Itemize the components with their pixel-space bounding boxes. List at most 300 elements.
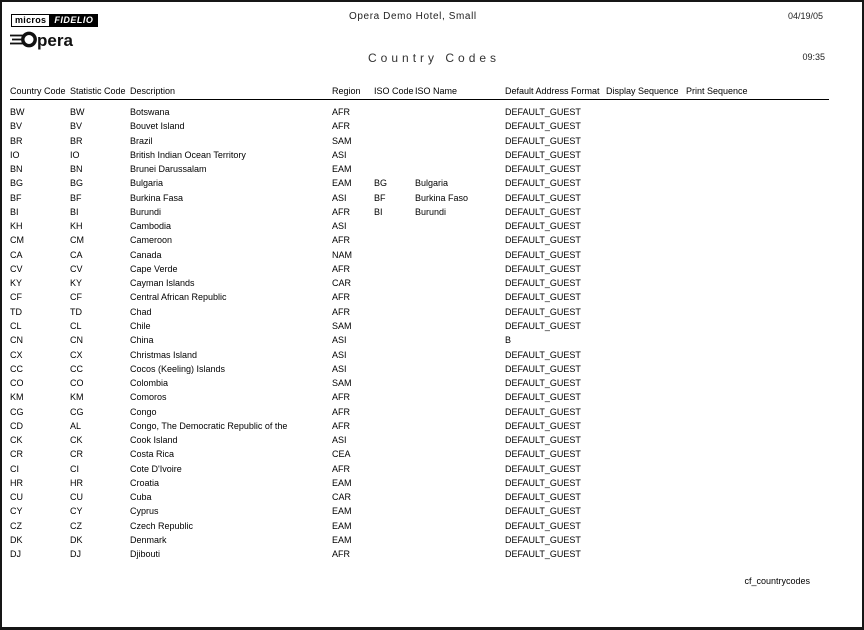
cell-display_sequence	[606, 504, 686, 518]
cell-region: AFR	[332, 306, 350, 317]
cell-print_sequence	[686, 119, 829, 133]
table-row	[10, 362, 829, 376]
table-row	[10, 348, 829, 362]
table-row	[10, 376, 829, 390]
cell-iso_code: BG	[374, 178, 388, 189]
cell-iso_name	[415, 462, 505, 476]
column-header-iso_name: ISO Name	[415, 86, 458, 96]
cell-default_address_format: DEFAULT_GUEST	[505, 349, 581, 360]
cell-print_sequence	[686, 205, 829, 219]
cell-print_sequence	[686, 376, 829, 390]
cell-iso_code	[374, 348, 415, 362]
cell-print_sequence	[686, 333, 829, 347]
cell-region: NAM	[332, 249, 352, 260]
cell-statistic_code: KY	[70, 278, 83, 289]
cell-iso_name	[415, 433, 505, 447]
cell-display_sequence	[606, 290, 686, 304]
table-row	[10, 305, 829, 319]
cell-display_sequence	[606, 519, 686, 533]
cell-statistic_code: BG	[70, 178, 84, 189]
cell-iso_name	[415, 390, 505, 404]
cell-statistic_code: DK	[70, 534, 83, 545]
opera-logo	[10, 29, 90, 53]
cell-iso_code: BF	[374, 192, 386, 203]
cell-default_address_format: DEFAULT_GUEST	[505, 121, 581, 132]
cell-region: AFR	[332, 392, 350, 403]
cell-iso_code	[374, 490, 415, 504]
cell-print_sequence	[686, 490, 829, 504]
cell-description: Denmark	[130, 534, 167, 545]
cell-print_sequence	[686, 348, 829, 362]
cell-statistic_code: CU	[70, 492, 83, 503]
cell-iso_name	[415, 333, 505, 347]
cell-country_code: CG	[10, 406, 24, 417]
table-body	[10, 100, 829, 562]
cell-default_address_format: DEFAULT_GUEST	[505, 549, 581, 560]
cell-statistic_code: BW	[70, 107, 85, 117]
cell-region: AFR	[332, 292, 350, 303]
cell-description: Cayman Islands	[130, 278, 195, 289]
cell-iso_name	[415, 348, 505, 362]
cell-iso_code	[374, 362, 415, 376]
cell-display_sequence	[606, 134, 686, 148]
cell-description: Costa Rica	[130, 449, 175, 460]
cell-description: Cape Verde	[130, 263, 178, 274]
cell-statistic_code: CK	[70, 435, 83, 446]
cell-print_sequence	[686, 547, 829, 561]
cell-country_code: CO	[10, 378, 24, 389]
cell-country_code: BR	[10, 135, 23, 146]
cell-default_address_format: DEFAULT_GUEST	[505, 249, 581, 260]
table-row	[10, 390, 829, 404]
cell-iso_code	[374, 134, 415, 148]
table-row	[10, 476, 829, 490]
cell-statistic_code: CG	[70, 406, 84, 417]
cell-iso_code	[374, 233, 415, 247]
cell-description: Central African Republic	[130, 292, 227, 303]
cell-region: AFR	[332, 206, 350, 217]
cell-description: Czech Republic	[130, 520, 194, 531]
table-row	[10, 219, 829, 233]
cell-description: Chad	[130, 306, 152, 317]
cell-statistic_code: CY	[70, 506, 83, 517]
cell-default_address_format: DEFAULT_GUEST	[505, 263, 581, 274]
cell-statistic_code: CA	[70, 249, 83, 260]
cell-default_address_format: DEFAULT_GUEST	[505, 420, 581, 431]
cell-default_address_format: DEFAULT_GUEST	[505, 435, 581, 446]
cell-iso_name	[415, 476, 505, 490]
cell-iso_name	[415, 148, 505, 162]
cell-print_sequence	[686, 419, 829, 433]
table-row	[10, 462, 829, 476]
cell-statistic_code: BF	[70, 192, 82, 203]
fidelio-logo-text: FIDELIO	[50, 14, 98, 27]
cell-iso_name	[415, 162, 505, 176]
report-reference: cf_countrycodes	[744, 576, 810, 586]
cell-default_address_format: DEFAULT_GUEST	[505, 378, 581, 389]
cell-country_code: CK	[10, 435, 23, 446]
table-row	[10, 105, 829, 119]
cell-iso_name	[415, 319, 505, 333]
cell-display_sequence	[606, 533, 686, 547]
cell-country_code: CM	[10, 235, 24, 246]
cell-iso_code	[374, 547, 415, 561]
cell-display_sequence	[606, 148, 686, 162]
table-header-row	[10, 86, 829, 100]
table-row	[10, 262, 829, 276]
cell-print_sequence	[686, 134, 829, 148]
cell-default_address_format: DEFAULT_GUEST	[505, 164, 581, 175]
cell-statistic_code: CZ	[70, 520, 82, 531]
cell-country_code: CI	[10, 463, 19, 474]
cell-default_address_format: DEFAULT_GUEST	[505, 292, 581, 303]
cell-statistic_code: CC	[70, 363, 83, 374]
cell-description: Bulgaria	[130, 178, 164, 189]
cell-region: EAM	[332, 534, 352, 545]
cell-display_sequence	[606, 490, 686, 504]
cell-region: EAM	[332, 477, 352, 488]
cell-default_address_format: DEFAULT_GUEST	[505, 506, 581, 517]
cell-print_sequence	[686, 319, 829, 333]
cell-region: AFR	[332, 263, 350, 274]
table-row	[10, 276, 829, 290]
column-header-default_address_format: Default Address Format	[505, 86, 600, 96]
cell-region: ASI	[332, 221, 347, 232]
cell-country_code: CC	[10, 363, 23, 374]
cell-region: ASI	[332, 363, 347, 374]
cell-default_address_format: DEFAULT_GUEST	[505, 477, 581, 488]
cell-description: Burkina Fasa	[130, 192, 184, 203]
page-title: Country Codes	[368, 51, 501, 65]
cell-iso_code	[374, 390, 415, 404]
cell-print_sequence	[686, 476, 829, 490]
cell-iso_code	[374, 333, 415, 347]
cell-default_address_format: B	[505, 335, 512, 346]
table-row	[10, 148, 829, 162]
cell-iso_name	[415, 262, 505, 276]
cell-default_address_format: DEFAULT_GUEST	[505, 178, 581, 189]
cell-region: ASI	[332, 349, 347, 360]
cell-iso_code	[374, 162, 415, 176]
cell-display_sequence	[606, 348, 686, 362]
cell-print_sequence	[686, 533, 829, 547]
column-header-description: Description	[130, 86, 176, 96]
cell-iso_name	[415, 376, 505, 390]
cell-print_sequence	[686, 462, 829, 476]
cell-statistic_code: CO	[70, 378, 84, 389]
cell-iso_name	[415, 233, 505, 247]
cell-iso_code	[374, 290, 415, 304]
brand-area	[11, 10, 98, 28]
cell-iso_name: Burkina Faso	[415, 192, 469, 203]
column-header-print_sequence: Print Sequence	[686, 86, 748, 96]
column-header-iso_code: ISO Code	[374, 86, 414, 96]
cell-display_sequence	[606, 219, 686, 233]
cell-region: ASI	[332, 149, 347, 160]
cell-description: Cuba	[130, 492, 152, 503]
cell-description: Congo	[130, 406, 157, 417]
cell-iso_name	[415, 305, 505, 319]
table-row	[10, 248, 829, 262]
cell-region: ASI	[332, 435, 347, 446]
cell-default_address_format: DEFAULT_GUEST	[505, 320, 581, 331]
cell-display_sequence	[606, 233, 686, 247]
cell-default_address_format: DEFAULT_GUEST	[505, 278, 581, 289]
cell-iso_name	[415, 547, 505, 561]
cell-display_sequence	[606, 105, 686, 119]
cell-description: British Indian Ocean Territory	[130, 149, 246, 160]
cell-region: SAM	[332, 135, 352, 146]
cell-statistic_code: DJ	[70, 549, 81, 560]
column-header-statistic_code: Statistic Code	[70, 86, 126, 96]
cell-description: Chile	[130, 320, 151, 331]
cell-print_sequence	[686, 191, 829, 205]
cell-iso_code	[374, 105, 415, 119]
cell-default_address_format: DEFAULT_GUEST	[505, 306, 581, 317]
cell-statistic_code: CN	[70, 335, 83, 346]
cell-country_code: CA	[10, 249, 23, 260]
report-time: 09:35	[802, 52, 825, 62]
cell-country_code: BF	[10, 192, 22, 203]
cell-default_address_format: DEFAULT_GUEST	[505, 363, 581, 374]
cell-print_sequence	[686, 276, 829, 290]
cell-description: Botswana	[130, 107, 170, 117]
table-row	[10, 319, 829, 333]
cell-print_sequence	[686, 176, 829, 190]
cell-display_sequence	[606, 547, 686, 561]
cell-iso_name	[415, 519, 505, 533]
hotel-name: Opera Demo Hotel, Small	[349, 11, 477, 22]
cell-iso_code	[374, 447, 415, 461]
cell-iso_code	[374, 504, 415, 518]
cell-display_sequence	[606, 162, 686, 176]
cell-country_code: CZ	[10, 520, 22, 531]
cell-description: Colombia	[130, 378, 169, 389]
cell-iso_name	[415, 276, 505, 290]
cell-display_sequence	[606, 248, 686, 262]
cell-country_code: KY	[10, 278, 23, 289]
table-row	[10, 333, 829, 347]
cell-iso_name	[415, 219, 505, 233]
cell-print_sequence	[686, 305, 829, 319]
cell-print_sequence	[686, 148, 829, 162]
cell-iso_code	[374, 148, 415, 162]
table-row	[10, 405, 829, 419]
micros-logo-text: micros	[11, 14, 50, 27]
cell-statistic_code: CI	[70, 463, 79, 474]
report-date: 04/19/05	[787, 11, 823, 21]
cell-iso_name	[415, 290, 505, 304]
cell-iso_code	[374, 319, 415, 333]
cell-default_address_format: DEFAULT_GUEST	[505, 534, 581, 545]
cell-statistic_code: CX	[70, 349, 83, 360]
cell-description: Cambodia	[130, 221, 172, 232]
cell-statistic_code: BR	[70, 135, 83, 146]
cell-country_code: HR	[10, 477, 23, 488]
cell-print_sequence	[686, 233, 829, 247]
cell-region: EAM	[332, 506, 352, 517]
cell-display_sequence	[606, 362, 686, 376]
cell-iso_name	[415, 119, 505, 133]
cell-region: SAM	[332, 320, 352, 331]
cell-display_sequence	[606, 376, 686, 390]
cell-statistic_code: TD	[70, 306, 82, 317]
cell-country_code: CD	[10, 420, 23, 431]
cell-iso_code	[374, 462, 415, 476]
micros-fidelio-logo	[11, 14, 98, 27]
cell-description: Brazil	[130, 135, 153, 146]
cell-region: CAR	[332, 278, 352, 289]
cell-country_code: BV	[10, 121, 23, 132]
cell-default_address_format: DEFAULT_GUEST	[505, 449, 581, 460]
cell-region: EAM	[332, 520, 352, 531]
cell-display_sequence	[606, 176, 686, 190]
cell-country_code: KM	[10, 392, 24, 403]
column-header-country_code: Country Code	[10, 86, 66, 96]
cell-iso_code	[374, 433, 415, 447]
cell-iso_code	[374, 276, 415, 290]
cell-region: AFR	[332, 406, 350, 417]
cell-iso_code	[374, 405, 415, 419]
cell-description: Brunei Darussalam	[130, 164, 207, 175]
cell-print_sequence	[686, 504, 829, 518]
cell-default_address_format: DEFAULT_GUEST	[505, 406, 581, 417]
cell-country_code: BW	[10, 107, 25, 117]
cell-iso_code	[374, 519, 415, 533]
opera-o-icon	[23, 33, 35, 45]
cell-print_sequence	[686, 433, 829, 447]
cell-country_code: CN	[10, 335, 23, 346]
table-row	[10, 119, 829, 133]
cell-country_code: DK	[10, 534, 23, 545]
cell-print_sequence	[686, 519, 829, 533]
column-header-region: Region	[332, 86, 361, 96]
cell-statistic_code: CL	[70, 320, 82, 331]
cell-print_sequence	[686, 105, 829, 119]
cell-statistic_code: KH	[70, 221, 83, 232]
cell-description: China	[130, 335, 154, 346]
cell-display_sequence	[606, 276, 686, 290]
cell-country_code: BN	[10, 164, 23, 175]
cell-iso_code	[374, 119, 415, 133]
cell-region: EAM	[332, 164, 352, 175]
cell-description: Cyprus	[130, 506, 159, 517]
cell-region: AFR	[332, 121, 350, 132]
cell-country_code: CF	[10, 292, 22, 303]
cell-iso_name: Bulgaria	[415, 178, 449, 189]
cell-country_code: CY	[10, 506, 23, 517]
cell-default_address_format: DEFAULT_GUEST	[505, 463, 581, 474]
cell-region: AFR	[332, 549, 350, 560]
cell-default_address_format: DEFAULT_GUEST	[505, 107, 581, 117]
cell-description: Congo, The Democratic Republic of the	[130, 420, 288, 431]
cell-region: CAR	[332, 492, 352, 503]
cell-default_address_format: DEFAULT_GUEST	[505, 235, 581, 246]
cell-display_sequence	[606, 447, 686, 461]
table-row	[10, 176, 829, 190]
cell-display_sequence	[606, 405, 686, 419]
cell-default_address_format: DEFAULT_GUEST	[505, 520, 581, 531]
cell-iso_code	[374, 219, 415, 233]
cell-country_code: BG	[10, 178, 24, 189]
cell-display_sequence	[606, 333, 686, 347]
cell-iso_name	[415, 105, 505, 119]
cell-country_code: CR	[10, 449, 23, 460]
country-codes-table	[10, 86, 829, 562]
cell-region: AFR	[332, 235, 350, 246]
cell-description: Burundi	[130, 206, 162, 217]
cell-description: Cameroon	[130, 235, 173, 246]
cell-description: Comoros	[130, 392, 167, 403]
cell-description: Cook Island	[130, 435, 178, 446]
cell-default_address_format: DEFAULT_GUEST	[505, 221, 581, 232]
column-header-display_sequence: Display Sequence	[606, 86, 679, 96]
cell-country_code: CU	[10, 492, 23, 503]
cell-iso_code	[374, 262, 415, 276]
cell-default_address_format: DEFAULT_GUEST	[505, 492, 581, 503]
cell-display_sequence	[606, 305, 686, 319]
cell-statistic_code: IO	[70, 149, 80, 160]
cell-country_code: CV	[10, 263, 23, 274]
cell-default_address_format: DEFAULT_GUEST	[505, 192, 581, 203]
cell-country_code: KH	[10, 221, 23, 232]
cell-country_code: IO	[10, 149, 20, 160]
cell-region: AFR	[332, 463, 350, 474]
table-row	[10, 504, 829, 518]
cell-iso_name: Burundi	[415, 206, 447, 217]
cell-display_sequence	[606, 476, 686, 490]
cell-region: AFR	[332, 107, 350, 117]
table-row	[10, 447, 829, 461]
cell-print_sequence	[686, 262, 829, 276]
cell-default_address_format: DEFAULT_GUEST	[505, 135, 581, 146]
cell-display_sequence	[606, 119, 686, 133]
table-row	[10, 419, 829, 433]
cell-statistic_code: KM	[70, 392, 84, 403]
cell-iso_code	[374, 248, 415, 262]
cell-statistic_code: CM	[70, 235, 84, 246]
cell-print_sequence	[686, 290, 829, 304]
opera-logo-text: pera	[37, 31, 73, 50]
cell-region: ASI	[332, 192, 347, 203]
cell-country_code: CX	[10, 349, 23, 360]
cell-iso_code	[374, 476, 415, 490]
table-row	[10, 191, 829, 205]
cell-country_code: DJ	[10, 549, 21, 560]
cell-description: Djibouti	[130, 549, 161, 560]
cell-statistic_code: BI	[70, 206, 79, 217]
table-row	[10, 233, 829, 247]
cell-iso_name	[415, 248, 505, 262]
table-row	[10, 290, 829, 304]
table-row	[10, 533, 829, 547]
cell-display_sequence	[606, 390, 686, 404]
table-row	[10, 490, 829, 504]
cell-region: ASI	[332, 335, 347, 346]
cell-iso_name	[415, 447, 505, 461]
table-row	[10, 205, 829, 219]
cell-country_code: TD	[10, 306, 22, 317]
table-row	[10, 519, 829, 533]
cell-print_sequence	[686, 447, 829, 461]
cell-statistic_code: BV	[70, 121, 83, 132]
cell-iso_name	[415, 504, 505, 518]
cell-print_sequence	[686, 162, 829, 176]
cell-display_sequence	[606, 419, 686, 433]
cell-region: EAM	[332, 178, 352, 189]
table-row	[10, 433, 829, 447]
table-row	[10, 547, 829, 561]
